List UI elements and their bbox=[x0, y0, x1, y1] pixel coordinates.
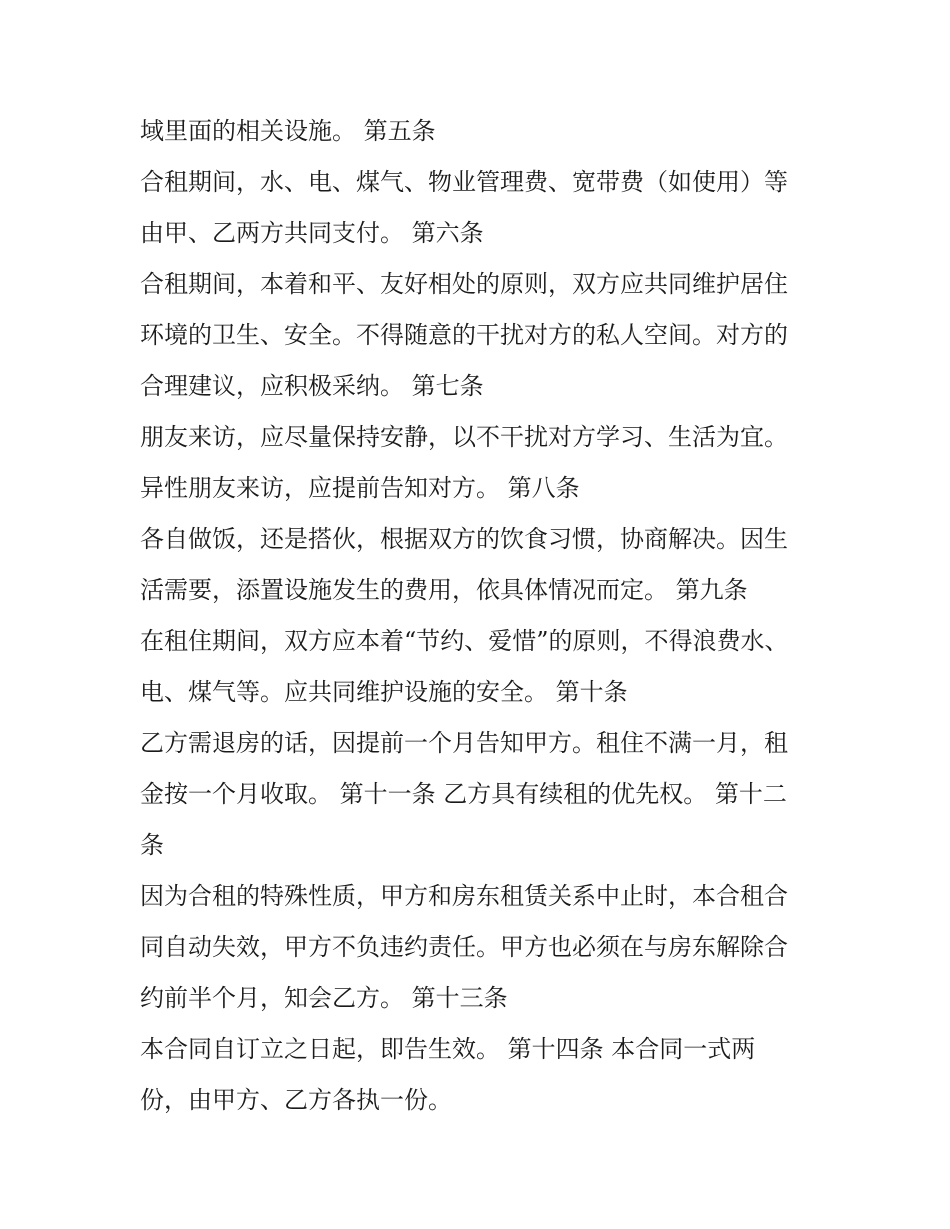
text-line-16: 因为合租的特殊性质，甲方和房东租赁关系中止时，本合租合 bbox=[140, 882, 788, 910]
text-line-19: 本合同自订立之日起，即告生效。 第十四条 本合同一式两 bbox=[140, 1035, 756, 1063]
text-line-18: 约前半个月，知会乙方。 第十三条 bbox=[140, 984, 508, 1012]
text-line-6: 合理建议，应积极采纳。 第七条 bbox=[140, 372, 484, 400]
text-line-1: 域里面的相关设施。 第五条 bbox=[140, 117, 436, 145]
text-line-17: 同自动失效，甲方不负违约责任。甲方也必须在与房东解除合 bbox=[140, 933, 788, 961]
text-line-15: 条 bbox=[140, 831, 164, 859]
text-line-10: 活需要，添置设施发生的费用，依具体情况而定。 第九条 bbox=[140, 576, 748, 604]
text-line-7: 朋友来访，应尽量保持安静，以不干扰对方学习、生活为宜。 bbox=[140, 423, 788, 451]
text-line-8: 异性朋友来访，应提前告知对方。 第八条 bbox=[140, 474, 580, 502]
text-line-11: 在租住期间，双方应本着“节约、爱惜”的原则，不得浪费水、 bbox=[140, 627, 789, 655]
text-line-14: 金按一个月收取。 第十一条 乙方具有续租的优先权。 第十二 bbox=[140, 780, 787, 808]
text-line-20: 份，由甲方、乙方各执一份。 bbox=[140, 1086, 452, 1114]
text-line-5: 环境的卫生、安全。不得随意的干扰对方的私人空间。对方的 bbox=[140, 321, 788, 349]
text-line-4: 合租期间，本着和平、友好相处的原则，双方应共同维护居住 bbox=[140, 270, 788, 298]
text-line-13: 乙方需退房的话，因提前一个月告知甲方。租住不满一月，租 bbox=[140, 729, 788, 757]
text-line-3: 由甲、乙两方共同支付。 第六条 bbox=[140, 219, 484, 247]
contract-text-body bbox=[140, 106, 830, 1126]
text-line-12: 电、煤气等。应共同维护设施的安全。 第十条 bbox=[140, 678, 628, 706]
text-line-2: 合租期间，水、电、煤气、物业管理费、宽带费（如使用）等 bbox=[140, 168, 788, 196]
text-line-9: 各自做饭，还是搭伙，根据双方的饮食习惯，协商解决。因生 bbox=[140, 525, 788, 553]
